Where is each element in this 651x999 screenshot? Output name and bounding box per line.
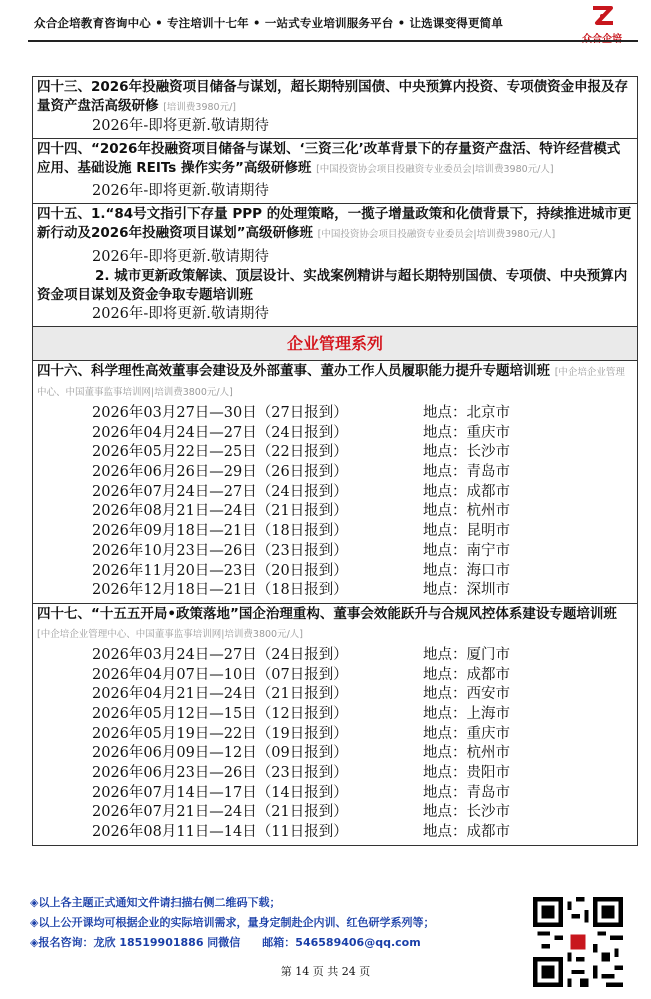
schedule-row — [37, 463, 633, 483]
brand-logo — [578, 6, 626, 45]
schedule-date: 2026年04月24日—27日（24日报到） — [92, 424, 348, 441]
schedule-row — [37, 424, 633, 444]
schedule-location: 地点：重庆市 — [423, 725, 510, 742]
schedule-location: 地点：杭州市 — [423, 745, 510, 762]
schedule-location: 地点：杭州市 — [423, 503, 510, 520]
course-45-title: 四十五、1.“84号文指引下存量 PPP 的处理策略，一揽子增量政策和化债背景下，持续推进城市更新行动及2026年投融资项目谋划”高级研修班 — [37, 206, 632, 241]
schedule-location: 地点：深圳市 — [423, 582, 510, 599]
schedule-row — [37, 666, 633, 686]
schedule-location: 地点：西安市 — [423, 686, 510, 703]
schedule-location: 地点：贵阳市 — [423, 765, 510, 781]
schedule-date: 2026年06月23日—26日（23日报到） — [92, 765, 348, 781]
schedule-date: 2026年03月27日—30日（27日报到） — [92, 405, 348, 421]
schedule-location: 地点：长沙市 — [423, 444, 510, 461]
schedule-location: 地点：重庆市 — [423, 424, 510, 441]
schedule-date: 2026年04月21日—24日（21日报到） — [92, 686, 348, 703]
schedule-date: 2026年05月22日—25日（22日报到） — [92, 444, 348, 461]
course-45-fee: [中国投资协会项目投融资专业委员会|培训费3980元/人] — [317, 229, 556, 240]
schedule-row — [37, 483, 633, 503]
page-header — [28, 6, 628, 45]
schedule-row — [37, 744, 633, 764]
course-46 — [33, 361, 637, 604]
schedule-date: 2026年05月12日—15日（12日报到） — [92, 705, 348, 722]
schedule-location: 地点：北京市 — [423, 405, 510, 421]
course-44-title: 四十四、“2026年投融资项目储备与谋划、‘三资三化’改革背景下的存量资产盘活、特许经营模式应用、基础设施 REITs 操作实务”高级研修班 — [37, 141, 621, 176]
schedule-date: 2026年07月21日—24日（21日报到） — [92, 804, 348, 821]
course-46-schedule — [37, 402, 633, 601]
course-45-pending: 2026年-即将更新.敬请期待 — [92, 249, 269, 265]
schedule-date: 2026年03月24日—27日（24日报到） — [92, 646, 348, 663]
schedule-row — [37, 823, 633, 843]
schedule-location: 地点：昆明市 — [423, 523, 510, 540]
zh-logo-icon — [587, 6, 617, 26]
course-43 — [33, 77, 637, 139]
schedule-location: 地点：成都市 — [423, 483, 510, 500]
schedule-date: 2026年08月21日—24日（21日报到） — [92, 503, 348, 520]
course-44 — [33, 139, 637, 204]
schedule-date: 2026年06月26日—29日（26日报到） — [92, 464, 348, 481]
course-43-fee: [培训费3980元/] — [163, 102, 236, 113]
page-number: 第 14 页 共 24 页 — [280, 965, 371, 978]
header-divider — [28, 40, 638, 42]
header-slogan: 众合企培教育咨询中心 • 专注培训十七年 • 一站式专业培训服务平台 • 让选课变得更简单 — [34, 16, 504, 30]
series-heading: 企业管理系列 — [33, 327, 637, 361]
course-table — [32, 76, 638, 846]
schedule-row — [37, 685, 633, 705]
course-43-title: 四十三、2026年投融资项目储备与谋划，超长期特别国债、中央预算内投资、专项债资金申报及存量资产盘活高级研修 — [37, 79, 629, 114]
schedule-row — [37, 784, 633, 804]
brand-logo-text: 众合企培 — [582, 34, 622, 45]
schedule-row — [37, 581, 633, 601]
footer-notes — [30, 893, 530, 953]
schedule-location: 地点：上海市 — [423, 705, 510, 722]
schedule-location: 地点：成都市 — [423, 824, 510, 841]
schedule-row — [37, 542, 633, 562]
schedule-date: 2026年08月11日—14日（11日报到） — [92, 824, 348, 841]
schedule-row — [37, 522, 633, 542]
course-45-subtitle: 2. 城市更新政策解读、顶层设计、实战案例精讲与超长期特别国债、专项债、中央预算内资金项目谋划及资金争取专题培训班 — [37, 268, 628, 303]
schedule-date: 2026年04月07日—10日（07日报到） — [92, 666, 348, 683]
schedule-row — [37, 725, 633, 745]
course-47-title: 四十七、“十五五开局•政策落地”国企治理重构、董事会效能跃升与合规风控体系建设专题培训班 — [37, 605, 617, 622]
footer-line-download: ◈以上各主题正式通知文件请扫描右侧二维码下载； — [30, 896, 281, 909]
footer-line-contact[interactable]: ◈报名咨询：龙欣 18519901886 同微信 邮箱：546589406@qq.com — [30, 936, 421, 949]
schedule-date: 2026年07月24日—27日（24日报到） — [92, 483, 348, 500]
schedule-location: 地点：青岛市 — [423, 784, 510, 801]
schedule-date: 2026年11月20日—23日（20日报到） — [92, 562, 348, 579]
course-47 — [33, 604, 637, 846]
schedule-row — [37, 562, 633, 582]
schedule-location: 地点：成都市 — [423, 666, 510, 683]
schedule-date: 2026年07月14日—17日（14日报到） — [92, 784, 348, 801]
course-44-fee: [中国投资协会项目投融资专业委员会|培训费3980元/人] — [316, 164, 554, 175]
schedule-location: 地点：厦门市 — [423, 646, 510, 663]
schedule-row — [37, 803, 633, 823]
course-43-pending: 2026年-即将更新.敬请期待 — [92, 118, 269, 134]
schedule-row — [37, 705, 633, 725]
footer-line-custom: ◈以上公开课均可根据企业的实际培训需求，量身定制赴企内训、红色研学系列等； — [30, 916, 435, 929]
course-46-fee: [中企培企业管理中心、中国董事监事培训网|培训费3800元/人] — [37, 367, 625, 398]
schedule-date: 2026年06月09日—12日（09日报到） — [92, 745, 348, 762]
schedule-row — [37, 502, 633, 522]
schedule-location: 地点：海口市 — [423, 562, 510, 579]
schedule-row — [37, 443, 633, 463]
schedule-row — [37, 646, 633, 666]
schedule-location: 地点：长沙市 — [423, 804, 510, 821]
course-47-fee: [中企培企业管理中心、中国董事监事培训网|培训费3800元/人] — [37, 628, 303, 640]
course-45 — [33, 204, 637, 327]
schedule-date: 2026年12月18日—21日（18日报到） — [92, 582, 348, 599]
schedule-date: 2026年10月23日—26日（23日报到） — [92, 542, 348, 559]
course-44-pending: 2026年-即将更新.敬请期待 — [92, 183, 269, 199]
schedule-location: 地点：南宁市 — [423, 542, 510, 559]
schedule-row — [37, 404, 633, 424]
schedule-date: 2026年09月18日—21日（18日报到） — [92, 523, 348, 540]
course-47-schedule — [37, 644, 633, 843]
schedule-location: 地点：青岛市 — [423, 464, 510, 481]
schedule-row — [37, 764, 633, 784]
course-45-sub-pending: 2026年-即将更新.敬请期待 — [92, 306, 269, 322]
schedule-date: 2026年05月19日—22日（19日报到） — [92, 725, 348, 742]
course-46-title: 四十六、科学理性高效董事会建设及外部董事、董办工作人员履职能力提升专题培训班 — [37, 363, 550, 379]
